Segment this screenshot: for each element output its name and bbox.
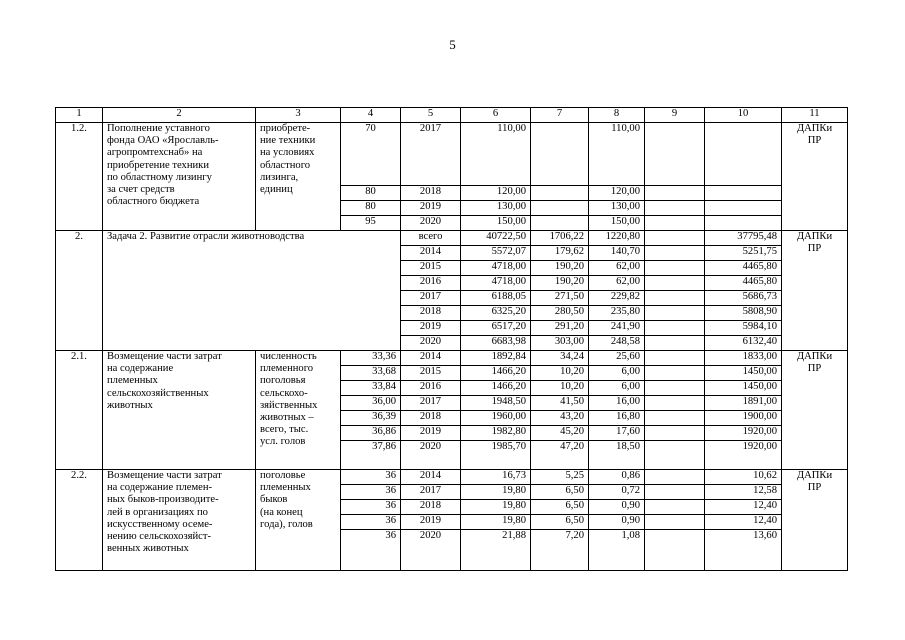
regional-cell: 0,90: [589, 515, 645, 530]
header-cell: 11: [782, 108, 848, 123]
total-cell: 1892,84: [461, 351, 531, 366]
table-row: [56, 470, 848, 485]
local-cell: [645, 123, 705, 186]
regional-cell: 1220,80: [589, 231, 645, 246]
other-cell: 1450,00: [705, 366, 782, 381]
other-cell: 1833,00: [705, 351, 782, 366]
regional-cell: 16,80: [589, 411, 645, 426]
header-cell: 8: [589, 108, 645, 123]
regional-cell: 241,90: [589, 321, 645, 336]
year-cell: 2014: [401, 351, 461, 366]
local-cell: [645, 515, 705, 530]
target-value-cell: 36: [341, 530, 401, 571]
federal-cell: 41,50: [531, 396, 589, 411]
total-cell: 40722,50: [461, 231, 531, 246]
total-cell: 6325,20: [461, 306, 531, 321]
total-cell: 1982,80: [461, 426, 531, 441]
total-cell: 19,80: [461, 485, 531, 500]
header-row: [56, 108, 848, 123]
local-cell: [645, 261, 705, 276]
target-value-cell: 36,00: [341, 396, 401, 411]
other-cell: 5686,73: [705, 291, 782, 306]
target-value-cell: 36,86: [341, 426, 401, 441]
other-cell: 5808,90: [705, 306, 782, 321]
target-value-cell: 36: [341, 500, 401, 515]
year-cell: 2018: [401, 500, 461, 515]
year-cell: 2019: [401, 321, 461, 336]
target-value-cell: 80: [341, 186, 401, 201]
other-cell: 4465,80: [705, 261, 782, 276]
local-cell: [645, 186, 705, 201]
regional-cell: 17,60: [589, 426, 645, 441]
total-cell: 1985,70: [461, 441, 531, 470]
item-name: Возмещение части затрат на содержание племенных сельскохозяйственных животных: [103, 351, 256, 470]
other-cell: [705, 186, 782, 201]
local-cell: [645, 216, 705, 231]
total-cell: 6683,98: [461, 336, 531, 351]
other-cell: 5251,75: [705, 246, 782, 261]
item-name: Пополнение уставного фонда ОАО «Ярославль- агропромтехснаб» на приобретение техники по областному лизингу за счет средств областного бюджета: [103, 123, 256, 231]
total-cell: 4718,00: [461, 276, 531, 291]
federal-cell: [531, 186, 589, 201]
header-cell: 9: [645, 108, 705, 123]
page-number: 5: [449, 37, 456, 52]
total-cell: 21,88: [461, 530, 531, 571]
regional-cell: 140,70: [589, 246, 645, 261]
program-table: [55, 107, 848, 571]
year-cell: 2016: [401, 381, 461, 396]
target-value-cell: 36: [341, 515, 401, 530]
regional-cell: 25,60: [589, 351, 645, 366]
header-cell: 6: [461, 108, 531, 123]
total-cell: 5572,07: [461, 246, 531, 261]
regional-cell: 0,86: [589, 470, 645, 485]
target-value-cell: 33,84: [341, 381, 401, 396]
other-cell: 12,58: [705, 485, 782, 500]
local-cell: [645, 470, 705, 485]
year-cell: 2019: [401, 426, 461, 441]
federal-cell: 291,20: [531, 321, 589, 336]
other-cell: 1891,00: [705, 396, 782, 411]
indicator-name: поголовье племенных быков (на конец года), голов: [256, 470, 341, 571]
other-cell: 5984,10: [705, 321, 782, 336]
other-cell: [705, 123, 782, 186]
header-cell: 4: [341, 108, 401, 123]
year-cell: 2015: [401, 366, 461, 381]
regional-cell: 1,08: [589, 530, 645, 571]
federal-cell: 179,62: [531, 246, 589, 261]
federal-cell: 5,25: [531, 470, 589, 485]
total-cell: 1466,20: [461, 381, 531, 396]
federal-cell: 190,20: [531, 276, 589, 291]
federal-cell: 7,20: [531, 530, 589, 571]
other-cell: [705, 201, 782, 216]
year-cell: 2017: [401, 485, 461, 500]
target-value-cell: 37,86: [341, 441, 401, 470]
federal-cell: 6,50: [531, 500, 589, 515]
total-cell: 6188,05: [461, 291, 531, 306]
federal-cell: 1706,22: [531, 231, 589, 246]
header-cell: 5: [401, 108, 461, 123]
federal-cell: 271,50: [531, 291, 589, 306]
local-cell: [645, 231, 705, 246]
local-cell: [645, 411, 705, 426]
target-value-cell: 33,68: [341, 366, 401, 381]
regional-cell: 62,00: [589, 261, 645, 276]
header-cell: 10: [705, 108, 782, 123]
header-cell: 7: [531, 108, 589, 123]
target-value-cell: 80: [341, 201, 401, 216]
other-cell: 6132,40: [705, 336, 782, 351]
indicator-name: приобрете- ние техники на условиях областного лизинга, единиц: [256, 123, 341, 231]
executor-cell: ДАПКи ПР: [782, 123, 848, 231]
local-cell: [645, 530, 705, 571]
other-cell: 13,60: [705, 530, 782, 571]
local-cell: [645, 291, 705, 306]
item-number: 2.2.: [56, 470, 103, 571]
total-cell: 16,73: [461, 470, 531, 485]
regional-cell: 229,82: [589, 291, 645, 306]
total-cell: 130,00: [461, 201, 531, 216]
other-cell: 37795,48: [705, 231, 782, 246]
other-cell: 1920,00: [705, 426, 782, 441]
year-cell: 2020: [401, 336, 461, 351]
federal-cell: [531, 123, 589, 186]
other-cell: 10,62: [705, 470, 782, 485]
regional-cell: 62,00: [589, 276, 645, 291]
federal-cell: 10,20: [531, 366, 589, 381]
target-value-cell: 36: [341, 470, 401, 485]
regional-cell: 235,80: [589, 306, 645, 321]
local-cell: [645, 336, 705, 351]
table-row: [56, 351, 848, 366]
federal-cell: 190,20: [531, 261, 589, 276]
local-cell: [645, 500, 705, 515]
total-cell: 1948,50: [461, 396, 531, 411]
local-cell: [645, 351, 705, 366]
indicator-name: численность племенного поголовья сельскохо- зяйственных животных – всего, тыс. усл. голов: [256, 351, 341, 470]
regional-cell: 6,00: [589, 381, 645, 396]
year-cell: 2016: [401, 276, 461, 291]
federal-cell: 303,00: [531, 336, 589, 351]
header-cell: 2: [103, 108, 256, 123]
other-cell: 12,40: [705, 500, 782, 515]
year-cell: 2020: [401, 441, 461, 470]
year-cell: 2015: [401, 261, 461, 276]
regional-cell: 0,72: [589, 485, 645, 500]
federal-cell: 34,24: [531, 351, 589, 366]
local-cell: [645, 306, 705, 321]
executor-cell: ДАПКи ПР: [782, 351, 848, 470]
other-cell: [705, 216, 782, 231]
other-cell: 4465,80: [705, 276, 782, 291]
regional-cell: 120,00: [589, 186, 645, 201]
total-cell: 110,00: [461, 123, 531, 186]
total-cell: 19,80: [461, 500, 531, 515]
target-value-cell: 70: [341, 123, 401, 186]
regional-cell: 0,90: [589, 500, 645, 515]
target-value-cell: 33,36: [341, 351, 401, 366]
local-cell: [645, 201, 705, 216]
target-value-cell: 36: [341, 485, 401, 500]
year-cell: 2014: [401, 246, 461, 261]
local-cell: [645, 366, 705, 381]
other-cell: 1900,00: [705, 411, 782, 426]
local-cell: [645, 276, 705, 291]
federal-cell: [531, 216, 589, 231]
task-name: Задача 2. Развитие отрасли животноводства: [103, 231, 401, 351]
header-cell: 1: [56, 108, 103, 123]
other-cell: 1920,00: [705, 441, 782, 470]
regional-cell: 248,58: [589, 336, 645, 351]
local-cell: [645, 246, 705, 261]
federal-cell: 280,50: [531, 306, 589, 321]
local-cell: [645, 381, 705, 396]
federal-cell: 45,20: [531, 426, 589, 441]
regional-cell: 6,00: [589, 366, 645, 381]
table-row: [56, 123, 848, 186]
table-row: [56, 231, 848, 246]
year-cell: 2019: [401, 515, 461, 530]
year-cell: 2017: [401, 123, 461, 186]
local-cell: [645, 426, 705, 441]
year-cell: всего: [401, 231, 461, 246]
year-cell: 2020: [401, 530, 461, 571]
federal-cell: 6,50: [531, 515, 589, 530]
local-cell: [645, 396, 705, 411]
regional-cell: 110,00: [589, 123, 645, 186]
federal-cell: [531, 201, 589, 216]
year-cell: 2014: [401, 470, 461, 485]
total-cell: 4718,00: [461, 261, 531, 276]
regional-cell: 18,50: [589, 441, 645, 470]
regional-cell: 130,00: [589, 201, 645, 216]
total-cell: 6517,20: [461, 321, 531, 336]
local-cell: [645, 485, 705, 500]
other-cell: 1450,00: [705, 381, 782, 396]
year-cell: 2018: [401, 306, 461, 321]
target-value-cell: 95: [341, 216, 401, 231]
executor-cell: ДАПКи ПР: [782, 470, 848, 571]
year-cell: 2020: [401, 216, 461, 231]
item-number: 1.2.: [56, 123, 103, 231]
regional-cell: 16,00: [589, 396, 645, 411]
federal-cell: 10,20: [531, 381, 589, 396]
item-name: Возмещение части затрат на содержание племен- ных быков-производите- лей в организациях по искусственному осеме- нению сельскохозяйст- венных животных: [103, 470, 256, 571]
federal-cell: 43,20: [531, 411, 589, 426]
federal-cell: 6,50: [531, 485, 589, 500]
year-cell: 2018: [401, 186, 461, 201]
total-cell: 1960,00: [461, 411, 531, 426]
item-number: 2.1.: [56, 351, 103, 470]
local-cell: [645, 441, 705, 470]
year-cell: 2018: [401, 411, 461, 426]
total-cell: 150,00: [461, 216, 531, 231]
year-cell: 2017: [401, 396, 461, 411]
federal-cell: 47,20: [531, 441, 589, 470]
item-number: 2.: [56, 231, 103, 351]
header-cell: 3: [256, 108, 341, 123]
local-cell: [645, 321, 705, 336]
total-cell: 1466,20: [461, 366, 531, 381]
year-cell: 2017: [401, 291, 461, 306]
year-cell: 2019: [401, 201, 461, 216]
executor-cell: ДАПКи ПР: [782, 231, 848, 351]
total-cell: 19,80: [461, 515, 531, 530]
other-cell: 12,40: [705, 515, 782, 530]
target-value-cell: 36,39: [341, 411, 401, 426]
regional-cell: 150,00: [589, 216, 645, 231]
total-cell: 120,00: [461, 186, 531, 201]
